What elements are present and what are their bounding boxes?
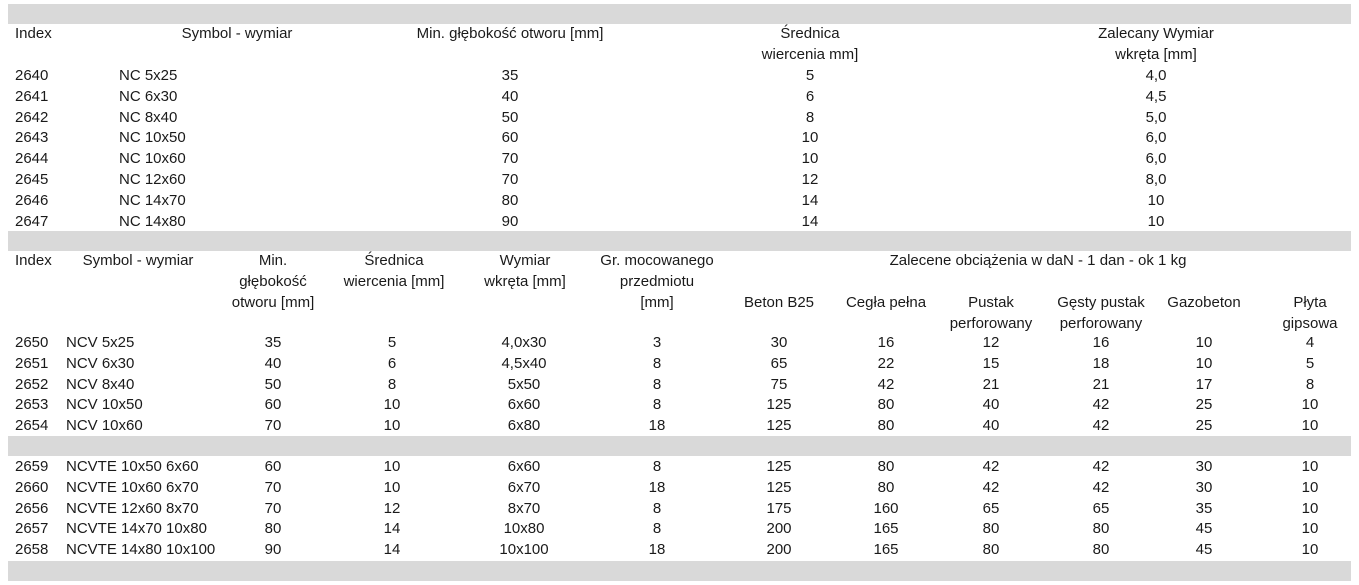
cell-plyta: 8 (1305, 375, 1315, 393)
cell-drill: 5 (805, 67, 815, 84)
t1-header-index: Index (15, 25, 52, 42)
cell-index: 2644 (15, 150, 49, 168)
t2-header-gesty-line1: Gęsty pustak (1057, 294, 1145, 311)
t2-header-symbol: Symbol - wymiar (82, 252, 194, 269)
cell-cegla: 165 (873, 520, 899, 538)
cell-symbol: NCV 10x50 (66, 396, 143, 414)
t2-header-pustak-line2: perforowany (949, 315, 1033, 332)
cell-beton: 125 (766, 417, 792, 435)
cell-symbol: NC 10x50 (119, 129, 186, 147)
cell-plyta: 10 (1301, 417, 1319, 435)
cell-symbol: NCVTE 14x80 10x100 (66, 541, 216, 559)
cell-index: 2642 (15, 108, 49, 126)
cell-cegla: 22 (877, 354, 895, 372)
cell-symbol: NC 14x80 (119, 212, 186, 230)
cell-symbol: NCVTE 14x70 10x80 (66, 520, 207, 538)
cell-index: 2659 (15, 458, 49, 475)
cell-drill: 8 (387, 375, 397, 393)
separator-band-bottom (8, 561, 1351, 581)
cell-index: 2641 (15, 87, 49, 105)
cell-screw: 6x70 (507, 478, 541, 496)
cell-gazobeton: 30 (1195, 458, 1213, 475)
cell-obj: 8 (652, 375, 662, 393)
t2-header-depth-line1: Min. (258, 252, 288, 269)
cell-drill: 10 (801, 129, 819, 147)
cell-plyta: 10 (1301, 396, 1319, 414)
cell-depth: 60 (264, 458, 282, 475)
cell-gazobeton: 10 (1195, 334, 1213, 351)
cell-cegla: 16 (877, 334, 895, 351)
cell-drill: 10 (383, 478, 401, 496)
t2-header-object-line3: [mm] (640, 294, 674, 311)
cell-depth: 70 (264, 478, 282, 496)
cell-screw: 10 (1147, 191, 1165, 209)
cell-symbol: NC 8x40 (119, 108, 178, 126)
t2-header-plyta-line1: Płyta (1293, 294, 1327, 311)
cell-drill: 10 (383, 417, 401, 435)
cell-beton: 65 (770, 354, 788, 372)
t1-header-screw-line1: Zalecany Wymiar (1098, 25, 1214, 42)
cell-symbol: NCV 6x30 (66, 354, 135, 372)
cell-depth: 50 (264, 375, 282, 393)
cell-depth: 70 (264, 499, 282, 517)
separator-band-table2 (8, 231, 1351, 251)
cell-drill: 5 (387, 334, 397, 351)
t2-header-object-line1: Gr. mocowanego (600, 252, 714, 269)
cell-screw: 4,0x30 (501, 334, 547, 351)
cell-cegla: 80 (877, 417, 895, 435)
cell-index: 2653 (15, 396, 49, 414)
cell-obj: 8 (652, 354, 662, 372)
cell-screw: 4,5x40 (501, 354, 547, 372)
cell-depth: 60 (501, 129, 519, 147)
cell-symbol: NCV 5x25 (66, 334, 135, 351)
cell-pustak: 65 (982, 499, 1000, 517)
cell-index: 2647 (15, 212, 49, 230)
cell-obj: 3 (652, 334, 662, 351)
cell-plyta: 5 (1305, 354, 1315, 372)
cell-screw: 8x70 (507, 499, 541, 517)
cell-depth: 70 (264, 417, 282, 435)
cell-pustak: 42 (982, 458, 1000, 475)
cell-symbol: NCVTE 12x60 8x70 (66, 499, 199, 517)
cell-cegla: 160 (873, 499, 899, 517)
cell-drill: 10 (383, 396, 401, 414)
t2-header-loads-title: Zalecene obciążenia w daN - 1 dan - ok 1 kg (889, 252, 1187, 269)
cell-drill: 12 (801, 171, 819, 188)
cell-pustak: 40 (982, 396, 1000, 414)
cell-beton: 125 (766, 396, 792, 414)
cell-pustak: 80 (982, 520, 1000, 538)
cell-pustak: 42 (982, 478, 1000, 496)
cell-depth: 40 (264, 354, 282, 372)
t2-header-drill-line1: Średnica (364, 252, 424, 269)
cell-plyta: 10 (1301, 458, 1319, 475)
cell-screw: 4,5 (1145, 87, 1167, 105)
cell-beton: 200 (766, 541, 792, 559)
cell-depth: 40 (501, 87, 519, 105)
t2-header-depth-line3: otworu [mm] (231, 294, 315, 311)
t1-header-screw-line2: wkręta [mm] (1115, 46, 1197, 63)
t2-header-pustak-line1: Pustak (968, 294, 1014, 311)
cell-gesty: 21 (1092, 375, 1110, 393)
cell-index: 2658 (15, 541, 49, 559)
cell-screw: 4,0 (1145, 67, 1167, 84)
cell-drill: 14 (383, 541, 401, 559)
cell-depth: 35 (264, 334, 282, 351)
cell-gesty: 18 (1092, 354, 1110, 372)
cell-gazobeton: 17 (1195, 375, 1213, 393)
cell-drill: 14 (801, 191, 819, 209)
cell-depth: 35 (501, 67, 519, 84)
cell-screw: 6x80 (507, 417, 541, 435)
cell-obj: 8 (652, 396, 662, 414)
cell-gesty: 16 (1092, 334, 1110, 351)
t2-header-cegla: Cegła pełna (845, 294, 927, 311)
cell-gesty: 42 (1092, 478, 1110, 496)
cell-gesty: 42 (1092, 396, 1110, 414)
cell-index: 2651 (15, 354, 49, 372)
cell-index: 2650 (15, 334, 49, 351)
separator-band-middle (8, 436, 1351, 456)
cell-symbol: NC 12x60 (119, 171, 186, 188)
t2-header-beton: Beton B25 (743, 294, 815, 311)
cell-screw: 10x80 (503, 520, 545, 538)
cell-drill: 6 (805, 87, 815, 105)
cell-cegla: 42 (877, 375, 895, 393)
cell-depth: 90 (264, 541, 282, 559)
t2-header-gazobeton: Gazobeton (1167, 294, 1241, 311)
t2-header-depth-line2: głębokość (239, 273, 307, 290)
cell-pustak: 80 (982, 541, 1000, 559)
cell-pustak: 21 (982, 375, 1000, 393)
cell-screw: 10 (1147, 212, 1165, 230)
cell-drill: 14 (801, 212, 819, 230)
cell-drill: 12 (383, 499, 401, 517)
cell-index: 2646 (15, 191, 49, 209)
cell-index: 2640 (15, 67, 49, 84)
t2-header-drill-line2: wiercenia [mm] (343, 273, 445, 290)
t2-header-plyta-line2: gipsowa (1282, 315, 1338, 332)
cell-drill: 10 (801, 150, 819, 168)
cell-symbol: NCVTE 10x50 6x60 (66, 458, 199, 475)
cell-index: 2657 (15, 520, 49, 538)
cell-obj: 18 (648, 478, 666, 496)
cell-cegla: 165 (873, 541, 899, 559)
cell-gazobeton: 30 (1195, 478, 1213, 496)
cell-depth: 90 (501, 212, 519, 230)
cell-screw: 6x60 (507, 396, 541, 414)
cell-cegla: 80 (877, 396, 895, 414)
cell-symbol: NCV 8x40 (66, 375, 135, 393)
cell-cegla: 80 (877, 458, 895, 475)
cell-gazobeton: 45 (1195, 541, 1213, 559)
cell-symbol: NCVTE 10x60 6x70 (66, 478, 199, 496)
cell-drill: 10 (383, 458, 401, 475)
cell-gazobeton: 25 (1195, 396, 1213, 414)
cell-index: 2643 (15, 129, 49, 147)
cell-screw: 10x100 (499, 541, 549, 559)
cell-plyta: 10 (1301, 499, 1319, 517)
cell-screw: 6,0 (1145, 150, 1167, 168)
cell-symbol: NC 10x60 (119, 150, 186, 168)
cell-depth: 80 (264, 520, 282, 538)
t2-header-object-line2: przedmiotu (619, 273, 695, 290)
cell-gesty: 65 (1092, 499, 1110, 517)
cell-beton: 125 (766, 478, 792, 496)
cell-plyta: 10 (1301, 478, 1319, 496)
cell-obj: 8 (652, 499, 662, 517)
t2-header-screw-line1: Wymiar (499, 252, 551, 269)
cell-depth: 70 (501, 171, 519, 188)
cell-beton: 30 (770, 334, 788, 351)
cell-beton: 125 (766, 458, 792, 475)
t2-header-screw-line2: wkręta [mm] (484, 273, 566, 290)
cell-depth: 80 (501, 191, 519, 209)
cell-symbol: NC 6x30 (119, 87, 178, 105)
cell-pustak: 40 (982, 417, 1000, 435)
cell-drill: 14 (383, 520, 401, 538)
cell-plyta: 10 (1301, 520, 1319, 538)
cell-pustak: 15 (982, 354, 1000, 372)
cell-depth: 50 (501, 108, 519, 126)
t1-header-drill-line2: wiercenia mm] (761, 46, 859, 63)
cell-index: 2660 (15, 478, 49, 496)
cell-gesty: 80 (1092, 520, 1110, 538)
cell-depth: 70 (501, 150, 519, 168)
cell-index: 2656 (15, 499, 49, 517)
cell-drill: 6 (387, 354, 397, 372)
t2-header-gesty-line2: perforowany (1059, 315, 1143, 332)
cell-screw: 5,0 (1145, 108, 1167, 126)
cell-index: 2654 (15, 417, 49, 435)
cell-screw: 6x60 (507, 458, 541, 475)
cell-gazobeton: 10 (1195, 354, 1213, 372)
cell-symbol: NCV 10x60 (66, 417, 143, 435)
cell-gesty: 80 (1092, 541, 1110, 559)
cell-pustak: 12 (982, 334, 1000, 351)
cell-plyta: 10 (1301, 541, 1319, 559)
cell-obj: 8 (652, 458, 662, 475)
t1-header-depth: Min. głębokość otworu [mm] (416, 25, 604, 42)
cell-beton: 175 (766, 499, 792, 517)
cell-cegla: 80 (877, 478, 895, 496)
cell-obj: 8 (652, 520, 662, 538)
cell-drill: 8 (805, 108, 815, 126)
cell-beton: 75 (770, 375, 788, 393)
cell-plyta: 4 (1305, 334, 1315, 351)
cell-symbol: NC 14x70 (119, 191, 186, 209)
cell-gesty: 42 (1092, 417, 1110, 435)
cell-screw: 6,0 (1145, 129, 1167, 147)
cell-gazobeton: 45 (1195, 520, 1213, 538)
cell-gazobeton: 35 (1195, 499, 1213, 517)
cell-depth: 60 (264, 396, 282, 414)
cell-obj: 18 (648, 417, 666, 435)
cell-screw: 8,0 (1145, 171, 1167, 188)
cell-beton: 200 (766, 520, 792, 538)
cell-index: 2645 (15, 171, 49, 188)
t1-header-symbol: Symbol - wymiar (181, 25, 293, 42)
separator-band-top (8, 4, 1351, 24)
cell-symbol: NC 5x25 (119, 67, 178, 84)
t1-header-drill-line1: Średnica (780, 25, 840, 42)
t2-header-index: Index (15, 252, 52, 269)
cell-gesty: 42 (1092, 458, 1110, 475)
cell-gazobeton: 25 (1195, 417, 1213, 435)
cell-index: 2652 (15, 375, 49, 393)
cell-screw: 5x50 (507, 375, 541, 393)
cell-obj: 18 (648, 541, 666, 559)
